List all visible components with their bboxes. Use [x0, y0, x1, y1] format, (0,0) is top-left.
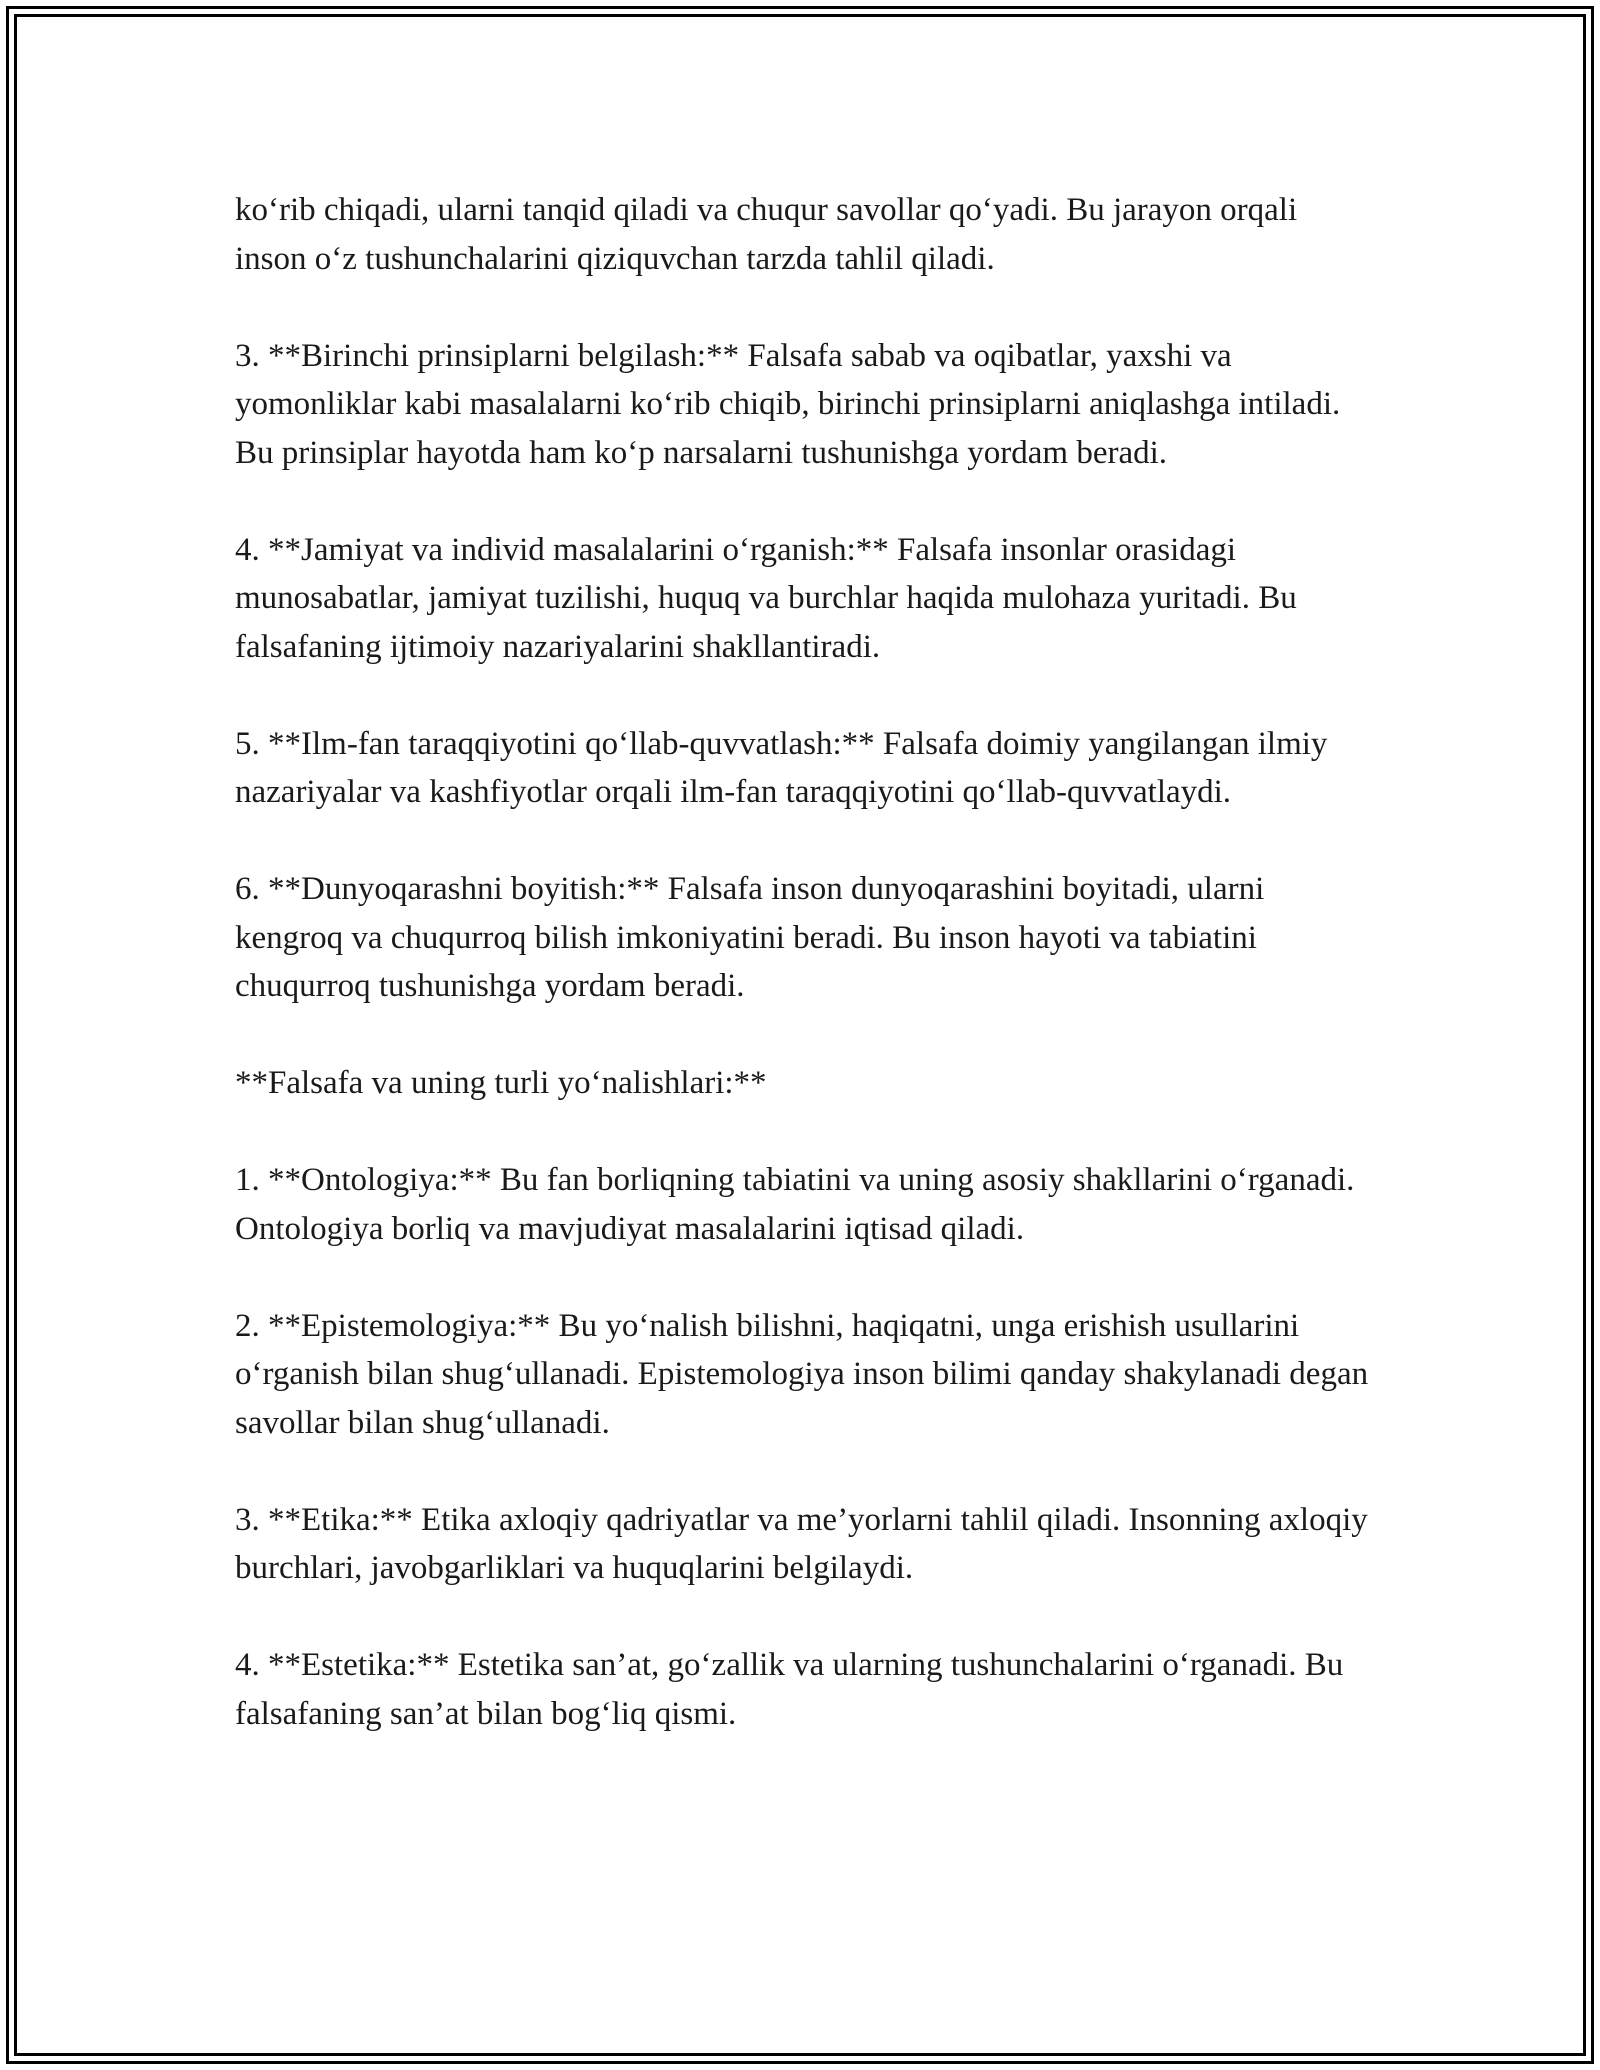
paragraph-first-principles: 3. **Birinchi prinsiplarni belgilash:** Falsafa sabab va oqibatlar, yaxshi va yomonliklar kabi masalalarni ko‘rib chiqib, birinchi prinsiplarni aniqlashga intiladi. Bu prinsiplar hayotda ham ko‘p narsalarni tushunishga yordam beradi.	[235, 337, 1341, 471]
paragraph-ontology: 1. **Ontologiya:** Bu fan borliqning tabiatini va uning asosiy shakllarini o‘rganadi. Ontologiya borliq va mavjudiyat masalalarini iqtisad qiladi.	[235, 1162, 1355, 1247]
section-heading-branches: **Falsafa va uning turli yo‘nalishlari:**	[235, 1065, 767, 1101]
paragraph-aesthetics: 4. **Estetika:** Estetika san’at, go‘zallik va ularning tushunchalarini o‘rganadi. Bu falsafaning san’at bilan bog‘liq qismi.	[235, 1647, 1344, 1732]
document-body	[235, 186, 1375, 1787]
paragraph-science-progress: 5. **Ilm-fan taraqqiyotini qo‘llab-quvvatlash:** Falsafa doimiy yangilangan ilmiy nazariyalar va kashfiyotlar orqali ilm-fan taraqqiyotini qo‘llab-quvvatlaydi.	[235, 725, 1328, 810]
paragraph-worldview: 6. **Dunyoqarashni boyitish:** Falsafa inson dunyoqarashini boyitadi, ularni kengroq va chuqurroq bilish imkoniyatini beradi. Bu inson hayoti va tabiatini chuqurroq tushunishga yordam beradi.	[235, 871, 1265, 1004]
paragraph-epistemology: 2. **Epistemologiya:** Bu yo‘nalish bilishni, haqiqatni, unga erishish usullarini o‘rganish bilan shug‘ullanadi. Epistemologiya inson bilimi qanday shakylanadi degan savollar bilan shug‘ullanadi.	[235, 1307, 1369, 1441]
paragraph-ethics: 3. **Etika:** Etika axloqiy qadriyatlar va me’yorlarni tahlil qiladi. Insonning axloqiy burchlari, javobgarliklari va huquqlarini belgilaydi.	[235, 1501, 1368, 1586]
paragraph-intro-continuation: ko‘rib chiqadi, ularni tanqid qiladi va chuqur savollar qo‘yadi. Bu jarayon orqali inson o‘z tushunchalarini qiziquvchan tarzda tahlil qiladi.	[235, 192, 1298, 277]
paragraph-society-individual: 4. **Jamiyat va individ masalalarini o‘rganish:** Falsafa insonlar orasidagi munosabatlar, jamiyat tuzilishi, huquq va burchlar haqida mulohaza yuritadi. Bu falsafaning ijtimoiy nazariyalarini shakllantiradi.	[235, 531, 1297, 665]
